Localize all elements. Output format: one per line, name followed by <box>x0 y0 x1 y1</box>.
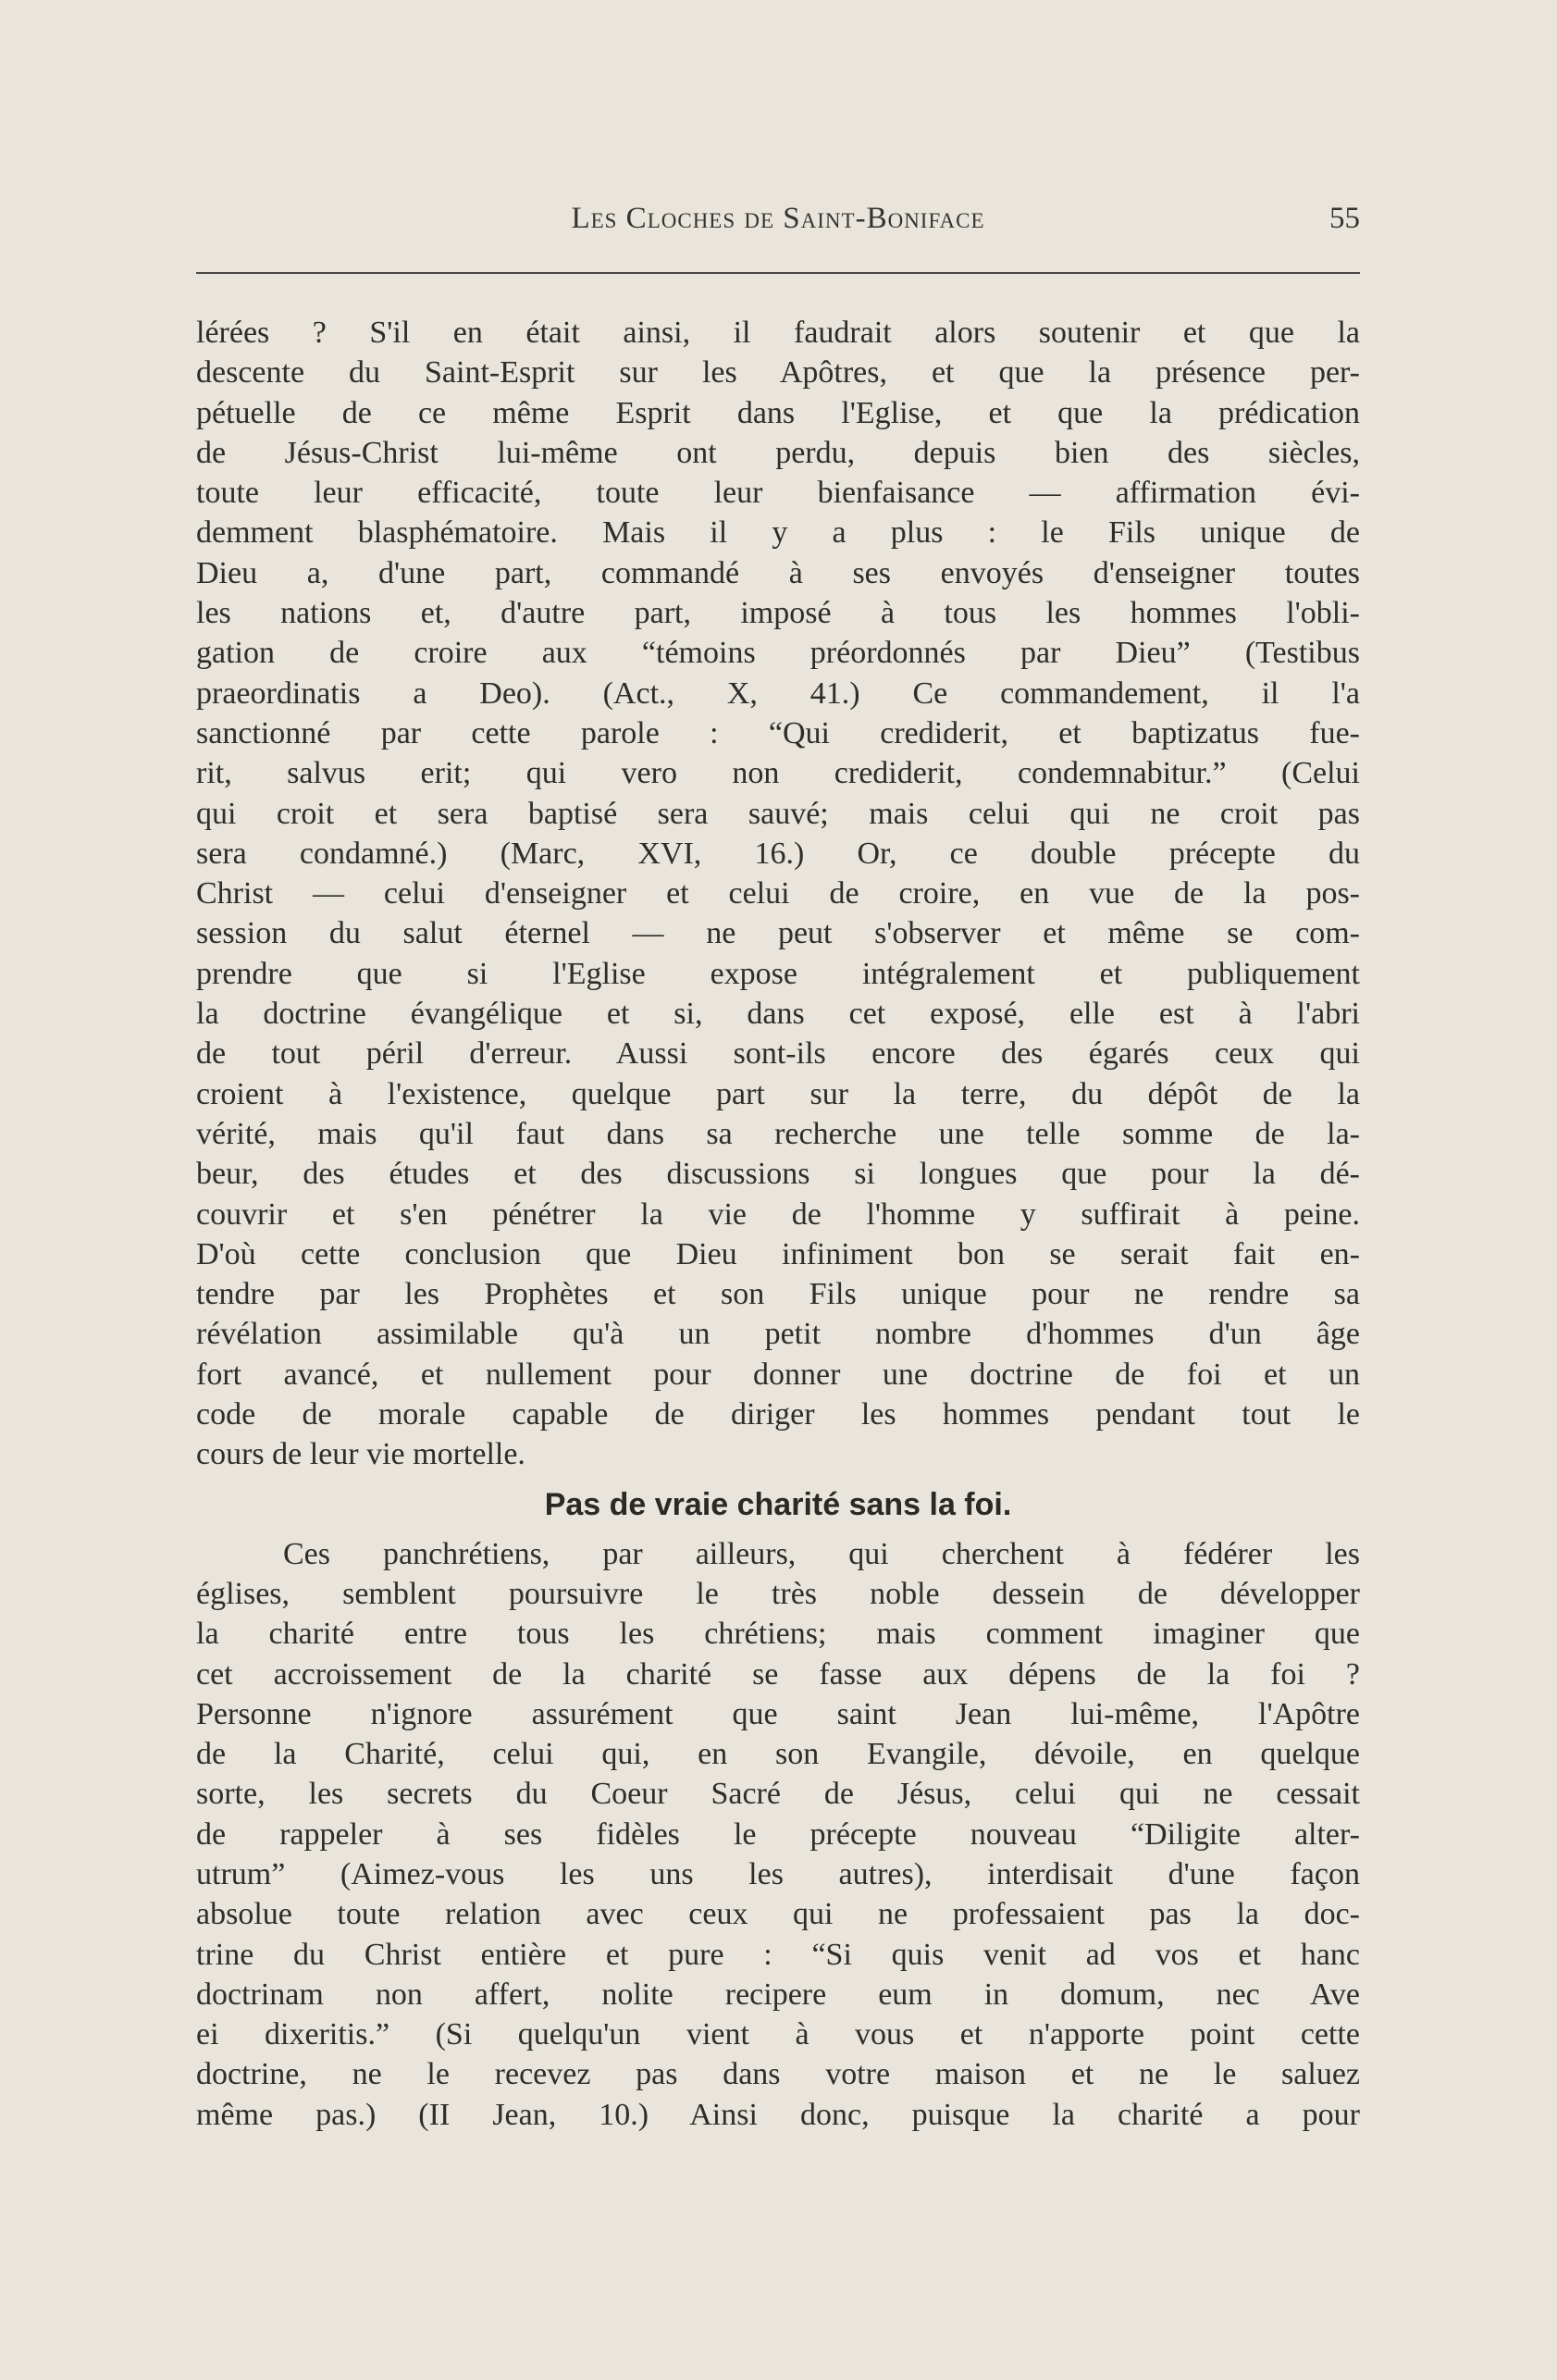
text-line: vérité, mais qu'il faut dans sa recherche une telle somme de la- <box>196 1116 1360 1151</box>
text-line: Dieu a, d'une part, commandé à ses envoyés d'enseigner toutes <box>196 555 1360 590</box>
text-line: trine du Christ entière et pure : “Si quis venit ad vos et hanc <box>196 1937 1360 1972</box>
text-line: les nations et, d'autre part, imposé à tous les hommes l'obli- <box>196 596 1360 631</box>
text-line: praeordinatis a Deo). (Act., X, 41.) Ce commandement, il l'a <box>196 676 1360 711</box>
text-line: descente du Saint-Esprit sur les Apôtres, et que la présence per- <box>196 355 1360 390</box>
page-number: 55 <box>1329 202 1360 235</box>
text-line: tendre par les Prophètes et son Fils unique pour ne rendre sa <box>196 1277 1360 1312</box>
text-line: toute leur efficacité, toute leur bienfaisance — affirmation évi- <box>196 476 1360 511</box>
text-line: Ces panchrétiens, par ailleurs, qui cherchent à fédérer les <box>283 1536 1360 1571</box>
section-heading: Pas de vraie charité sans la foi. <box>544 1486 1012 1522</box>
text-line: Personne n'ignore assurément que saint Jean lui-même, l'Apôtre <box>196 1696 1360 1731</box>
text-line: ei dixeritis.” (Si quelqu'un vient à vous et n'apporte point cette <box>196 2017 1360 2052</box>
text-line: églises, semblent poursuivre le très noble dessein de développer <box>196 1576 1360 1611</box>
text-line: absolue toute relation avec ceux qui ne professaient pas la doc- <box>196 1897 1360 1932</box>
paragraph-1 <box>196 313 1360 1475</box>
text-line: prendre que si l'Eglise expose intégralement et publiquement <box>196 956 1360 991</box>
text-line: même pas.) (II Jean, 10.) Ainsi donc, puisque la charité a pour <box>196 2097 1360 2132</box>
page-header <box>196 202 1360 242</box>
text-line: gation de croire aux “témoins préordonnés par Dieu” (Testibus <box>196 636 1360 671</box>
running-title: Les Cloches de Saint-Boniface <box>571 202 985 235</box>
text-line: la charité entre tous les chrétiens; mais comment imaginer que <box>196 1617 1360 1652</box>
text-line: de Jésus-Christ lui-même ont perdu, depuis bien des siècles, <box>196 435 1360 470</box>
text-line: doctrinam non affert, nolite recipere eum in domum, nec Ave <box>196 1977 1360 2012</box>
text-line: cet accroissement de la charité se fasse aux dépens de la foi ? <box>196 1656 1360 1692</box>
body-text <box>196 313 1360 2135</box>
text-line: croient à l'existence, quelque part sur la terre, du dépôt de la <box>196 1076 1360 1111</box>
text-line: sera condamné.) (Marc, XVI, 16.) Or, ce double précepte du <box>196 836 1360 871</box>
text-line: de rappeler à ses fidèles le précepte nouveau “Diligite alter- <box>196 1816 1360 1852</box>
text-line: révélation assimilable qu'à un petit nombre d'hommes d'un âge <box>196 1317 1360 1352</box>
text-line: la doctrine évangélique et si, dans cet exposé, elle est à l'abri <box>196 997 1360 1032</box>
text-line: lérées ? S'il en était ainsi, il faudrait alors soutenir et que la <box>196 316 1360 350</box>
text-line: code de morale capable de diriger les hommes pendant tout le <box>196 1397 1360 1432</box>
text-line: cours de leur vie mortelle. <box>196 1437 525 1472</box>
text-line: de tout péril d'erreur. Aussi sont-ils encore des égarés ceux qui <box>196 1036 1360 1072</box>
text-line: Christ — celui d'enseigner et celui de croire, en vue de la pos- <box>196 876 1360 911</box>
text-line: de la Charité, celui qui, en son Evangile, dévoile, en quelque <box>196 1737 1360 1772</box>
text-line: beur, des études et des discussions si longues que pour la dé- <box>196 1157 1360 1192</box>
text-line: couvrir et s'en pénétrer la vie de l'homme y suffirait à peine. <box>196 1196 1360 1232</box>
text-line: session du salut éternel — ne peut s'observer et même se com- <box>196 916 1360 951</box>
text-line: pétuelle de ce même Esprit dans l'Eglise, et que la prédication <box>196 395 1360 430</box>
text-line: utrum” (Aimez-vous les uns les autres), interdisait d'une façon <box>196 1856 1360 1891</box>
text-line: qui croit et sera baptisé sera sauvé; mais celui qui ne croit pas <box>196 796 1360 831</box>
text-line: demment blasphématoire. Mais il y a plus : le Fils unique de <box>196 515 1360 551</box>
text-line: rit, salvus erit; qui vero non crediderit, condemnabitur.” (Celui <box>196 756 1360 791</box>
text-line: doctrine, ne le recevez pas dans votre maison et ne le saluez <box>196 2057 1360 2092</box>
text-line: fort avancé, et nullement pour donner une doctrine de foi et un <box>196 1357 1360 1392</box>
paragraph-2 <box>196 1534 1360 2135</box>
header-rule <box>196 272 1360 274</box>
text-line: D'où cette conclusion que Dieu infiniment bon se serait fait en- <box>196 1236 1360 1271</box>
text-line: sorte, les secrets du Coeur Sacré de Jésus, celui qui ne cessait <box>196 1777 1360 1812</box>
text-line: sanctionné par cette parole : “Qui crediderit, et baptizatus fue- <box>196 715 1360 750</box>
